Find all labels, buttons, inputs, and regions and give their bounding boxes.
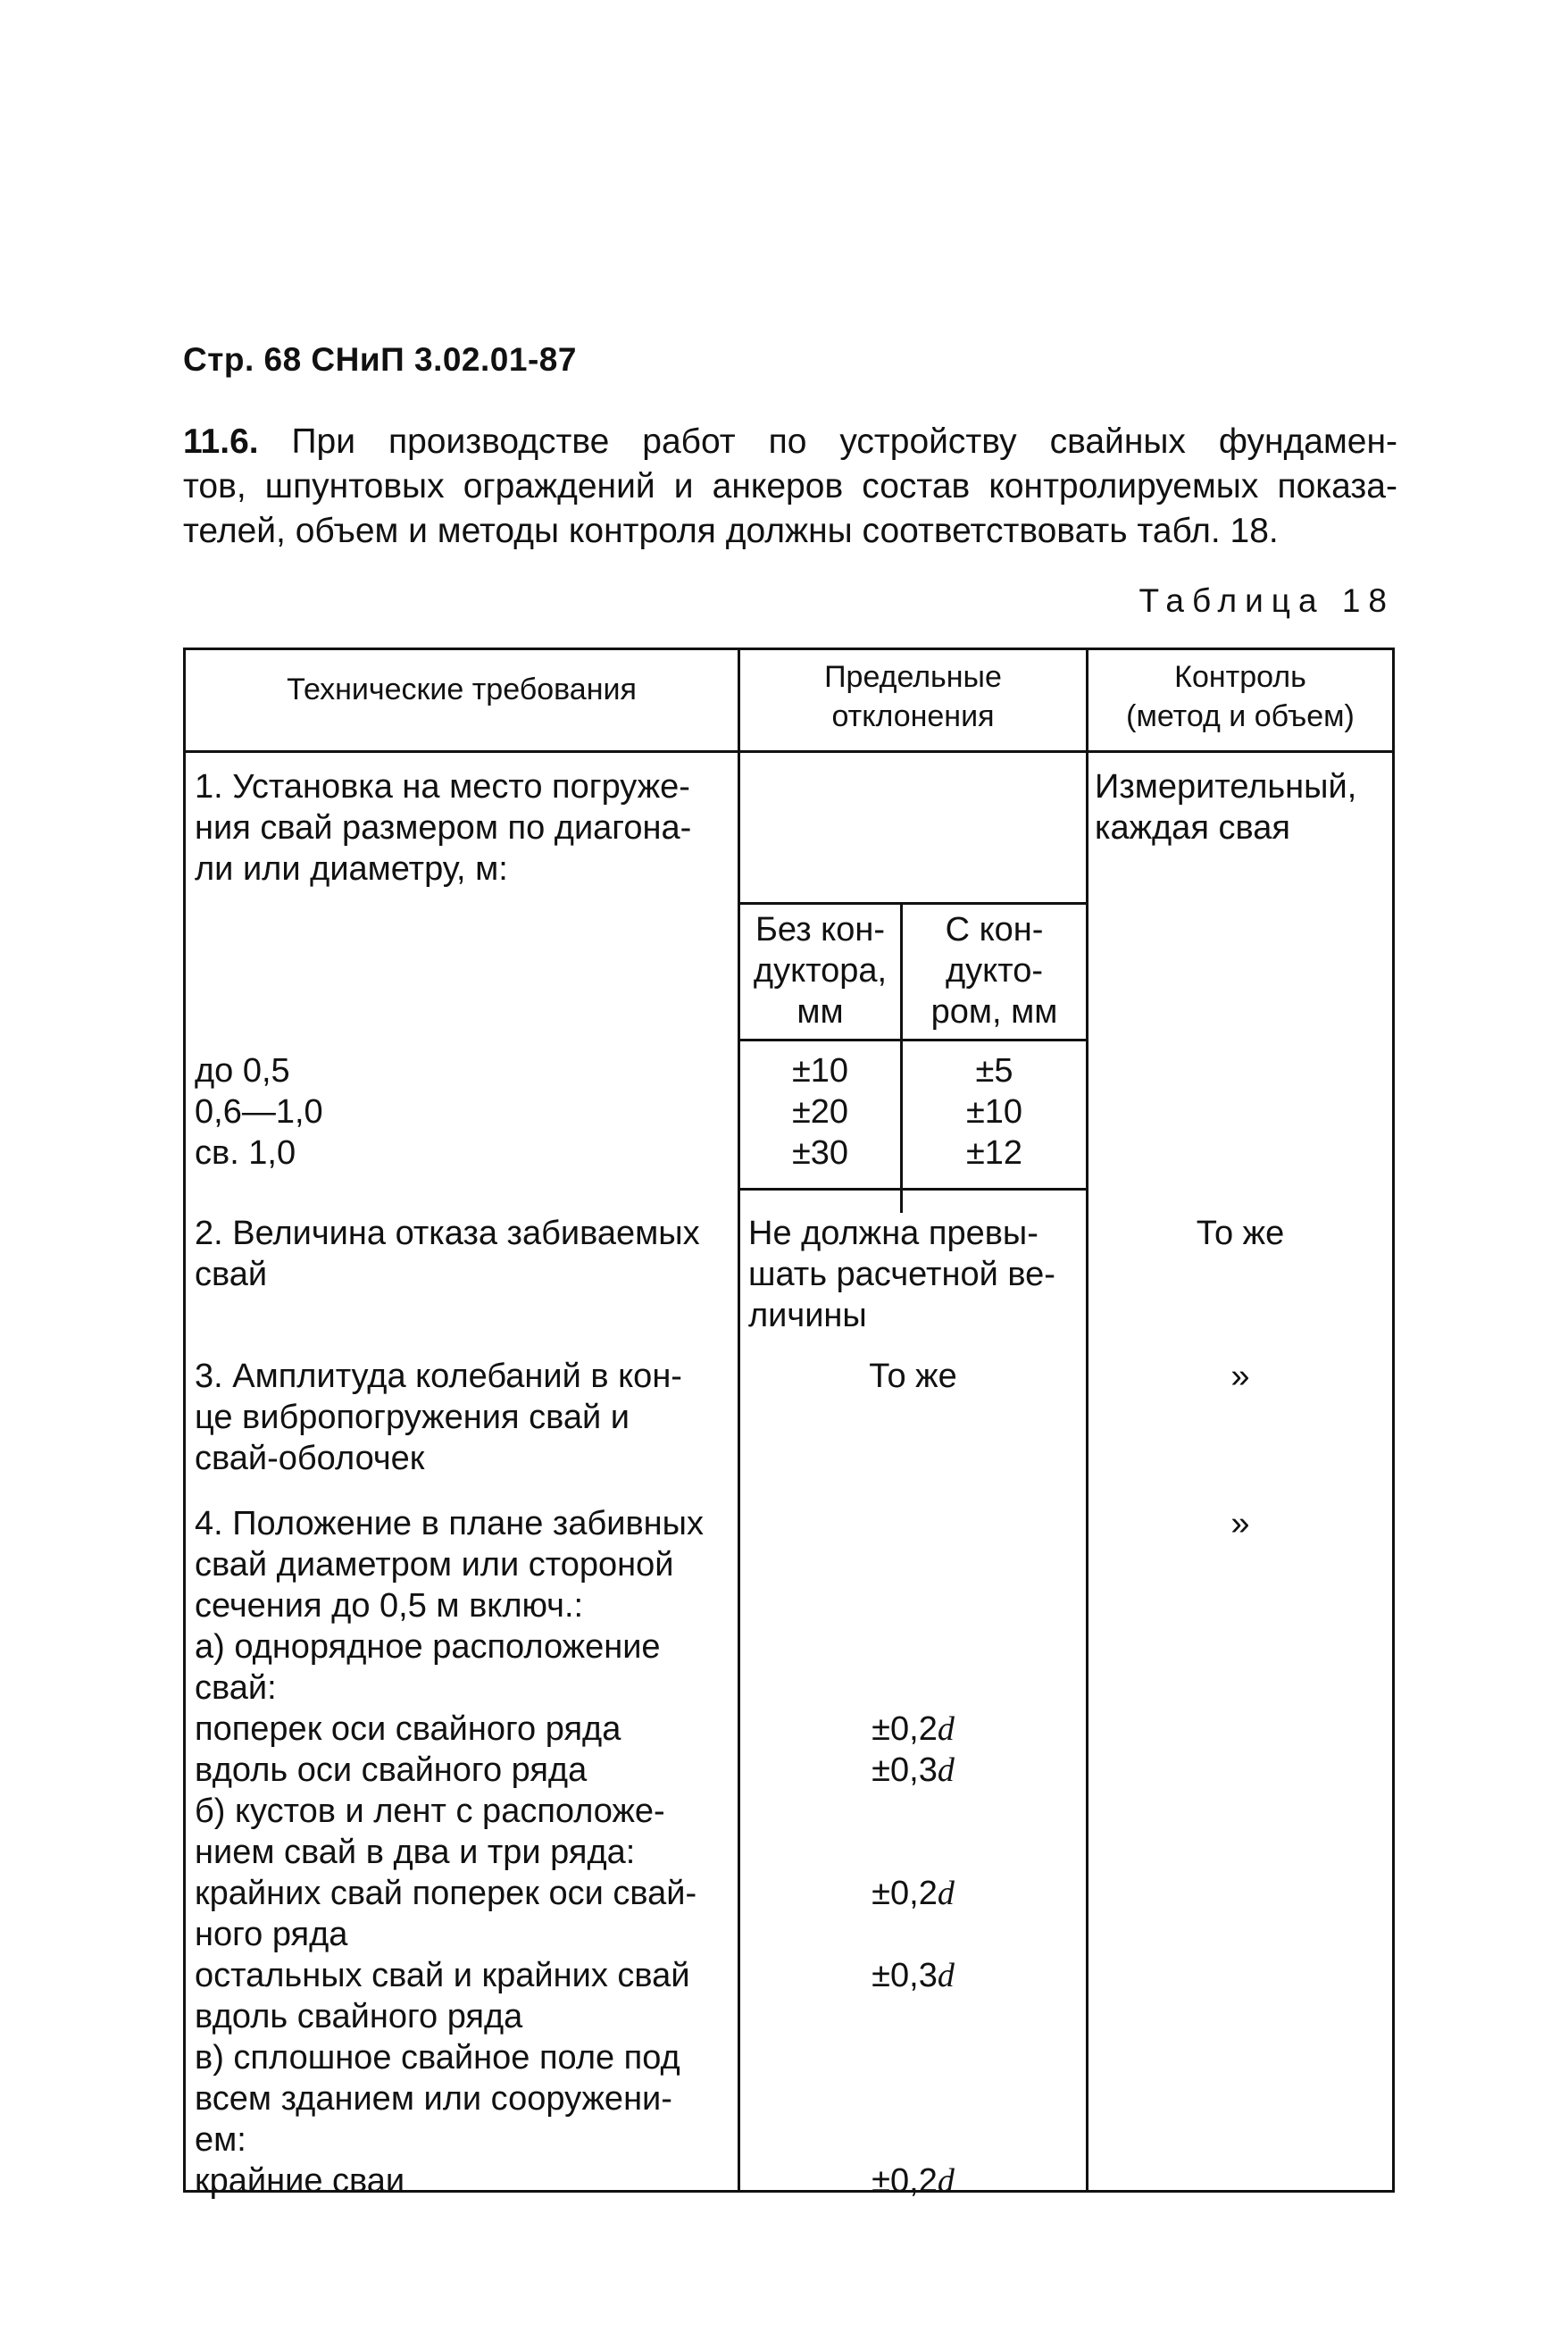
row1-control: Измерительный, каждая свая: [1095, 768, 1357, 847]
subtable-bottom: [738, 1188, 1088, 1191]
table-caption: Таблица 18: [1138, 582, 1395, 619]
row4-dev-a-across: ±0,2d: [872, 1710, 955, 1748]
paragraph-number: 11.6.: [183, 422, 259, 461]
page-header: Стр. 68 СНиП 3.02.01-87: [183, 341, 577, 378]
row3-requirement: 3. Амплитуда колебаний в кон- це вибропогружения свай и свай-оболочек: [195, 1358, 682, 1477]
subheader-with-conductor: С кон- дукто- ром, мм: [930, 911, 1058, 1031]
paragraph-11-6: [183, 420, 1397, 554]
row4-dev-a-along: ±0,3d: [872, 1751, 955, 1789]
row4-dev-b-edge: ±0,2d: [872, 1875, 955, 1912]
row2-requirement: 2. Величина отказа забиваемых свай: [195, 1215, 700, 1293]
row1-requirement: 1. Установка на место погруже- ния свай размером по диагона- ли или диаметру, м:: [195, 768, 692, 888]
paragraph-line-2: тов, шпунтовых ограждений и анкеров состав контролируемых показа-: [183, 467, 1397, 506]
header-requirements: Технические требования: [287, 673, 637, 706]
row1-with-conductor-values: ±5 ±10 ±12: [965, 1052, 1023, 1172]
subheader-bottom: [738, 1039, 1088, 1041]
header-deviations: Предельные отклонения: [824, 660, 1002, 733]
row2-deviation: Не должна превы- шать расчетной ве- личины: [748, 1215, 1055, 1334]
subheader-no-conductor: Без кон- дуктора, мм: [753, 911, 888, 1031]
row4-dev-b-other: ±0,3d: [872, 1957, 955, 1994]
col-divider-2: [1086, 650, 1088, 2193]
paragraph-line-3: телей, объем и методы контроля должны соответствовать табл. 18.: [183, 512, 1279, 550]
subheader-top: [738, 902, 1088, 905]
row4-dev-c-edge: ±0,2d: [872, 2162, 955, 2200]
row1-sizes: до 0,5 0,6—1,0 св. 1,0: [195, 1052, 323, 1172]
row3-deviation: То же: [869, 1358, 957, 1395]
row3-control: »: [1230, 1358, 1250, 1395]
row2-control: То же: [1196, 1215, 1285, 1252]
row4-requirement: 4. Положение в плане забивных свай диаметром или стороной сечения до 0,5 м включ.: а) однорядное расположение свай: поперек оси свайного ряда вдоль оси свайного ряда б) кустов и лент с расположе- нием свай в два и три ряда: крайних свай поперек оси свай- ного ряда остальных свай и крайних свай вдоль свайного ряда в) сплошное свайное поле под всем зданием или сооружени- ем: крайние сваи: [195, 1505, 704, 2200]
header-control: Контроль (метод и объем): [1126, 660, 1355, 733]
row1-no-conductor-values: ±10 ±20 ±30: [791, 1052, 849, 1172]
paragraph-line-1: 11.6. При производстве работ по устройству свайных фундамен-: [183, 422, 1397, 461]
table-18: [183, 648, 1395, 2200]
header-divider: [186, 750, 1392, 753]
row4-control: »: [1230, 1505, 1250, 1542]
